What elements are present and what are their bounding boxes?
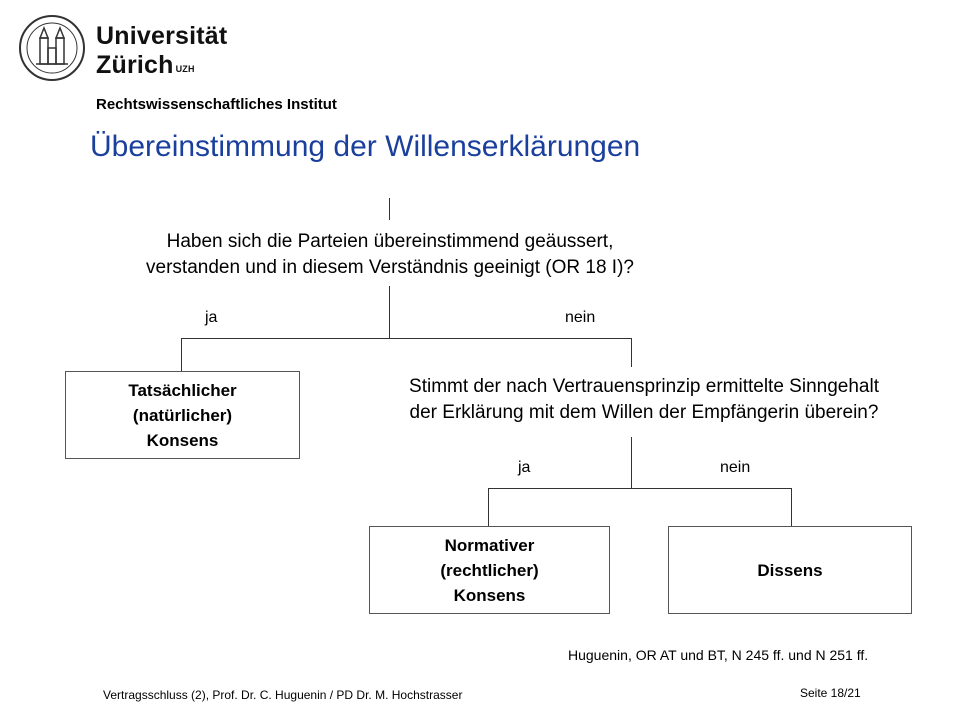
box-dissent-label: Dissens xyxy=(757,560,823,580)
box-actual-line2: (natürlicher) xyxy=(132,405,233,425)
connector-q1-horizontal xyxy=(181,338,632,339)
box-normative-consensus xyxy=(369,526,610,614)
connector-q2-down xyxy=(631,437,632,489)
question-1-no-label: nein xyxy=(565,309,596,326)
connector-q1-down xyxy=(389,286,390,339)
box-normative-line3: Konsens xyxy=(453,585,526,605)
university-name xyxy=(96,22,227,80)
box-normative-line1: Normativer xyxy=(444,535,535,555)
connector-q2-right-drop xyxy=(791,488,792,526)
slide-title: Übereinstimmung der Willenserklärungen xyxy=(90,130,641,163)
box-actual-line3: Konsens xyxy=(146,430,219,450)
question-2-line1: Stimmt der nach Vertrauensprinzip ermittelte Sinngehalt xyxy=(409,376,879,397)
question-2-no-label: nein xyxy=(720,459,751,476)
footer-text: Vertragsschluss (2), Prof. Dr. C. Huguenin / PD Dr. M. Hochstrasser xyxy=(103,688,463,702)
page-number: Seite 18/21 xyxy=(800,686,861,700)
connector-q1-right-drop xyxy=(631,338,632,367)
question-2-yes-label: ja xyxy=(518,459,531,476)
connector-q2-horizontal xyxy=(488,488,792,489)
question-2-line2: der Erklärung mit dem Willen der Empfängerin überein? xyxy=(409,402,879,423)
question-1-line2: verstanden und in diesem Verständnis geeinigt (OR 18 I)? xyxy=(146,257,634,278)
institute-name: Rechtswissenschaftliches Institut xyxy=(96,96,337,113)
question-1-line1: Haben sich die Parteien übereinstimmend geäussert, xyxy=(166,231,614,252)
question-1-yes-label: ja xyxy=(205,309,218,326)
connector-q1-left-drop xyxy=(181,338,182,371)
citation: Huguenin, OR AT und BT, N 245 ff. und N 251 ff. xyxy=(568,647,869,663)
university-name-line2: Zürich $^{UZH}$ xyxy=(96,51,195,79)
university-name-line1: Universität xyxy=(96,22,228,50)
box-actual-consensus xyxy=(65,371,300,459)
box-actual-line1: Tatsächlicher xyxy=(128,380,237,400)
university-seal-icon xyxy=(18,14,86,82)
connector-q2-left-drop xyxy=(488,488,489,526)
box-normative-line2: (rechtlicher) xyxy=(440,560,539,580)
question-2 xyxy=(340,374,948,426)
box-dissent xyxy=(668,526,912,614)
question-1 xyxy=(60,229,720,281)
connector-top xyxy=(389,198,390,220)
university-abbreviation: UZH xyxy=(175,64,195,74)
